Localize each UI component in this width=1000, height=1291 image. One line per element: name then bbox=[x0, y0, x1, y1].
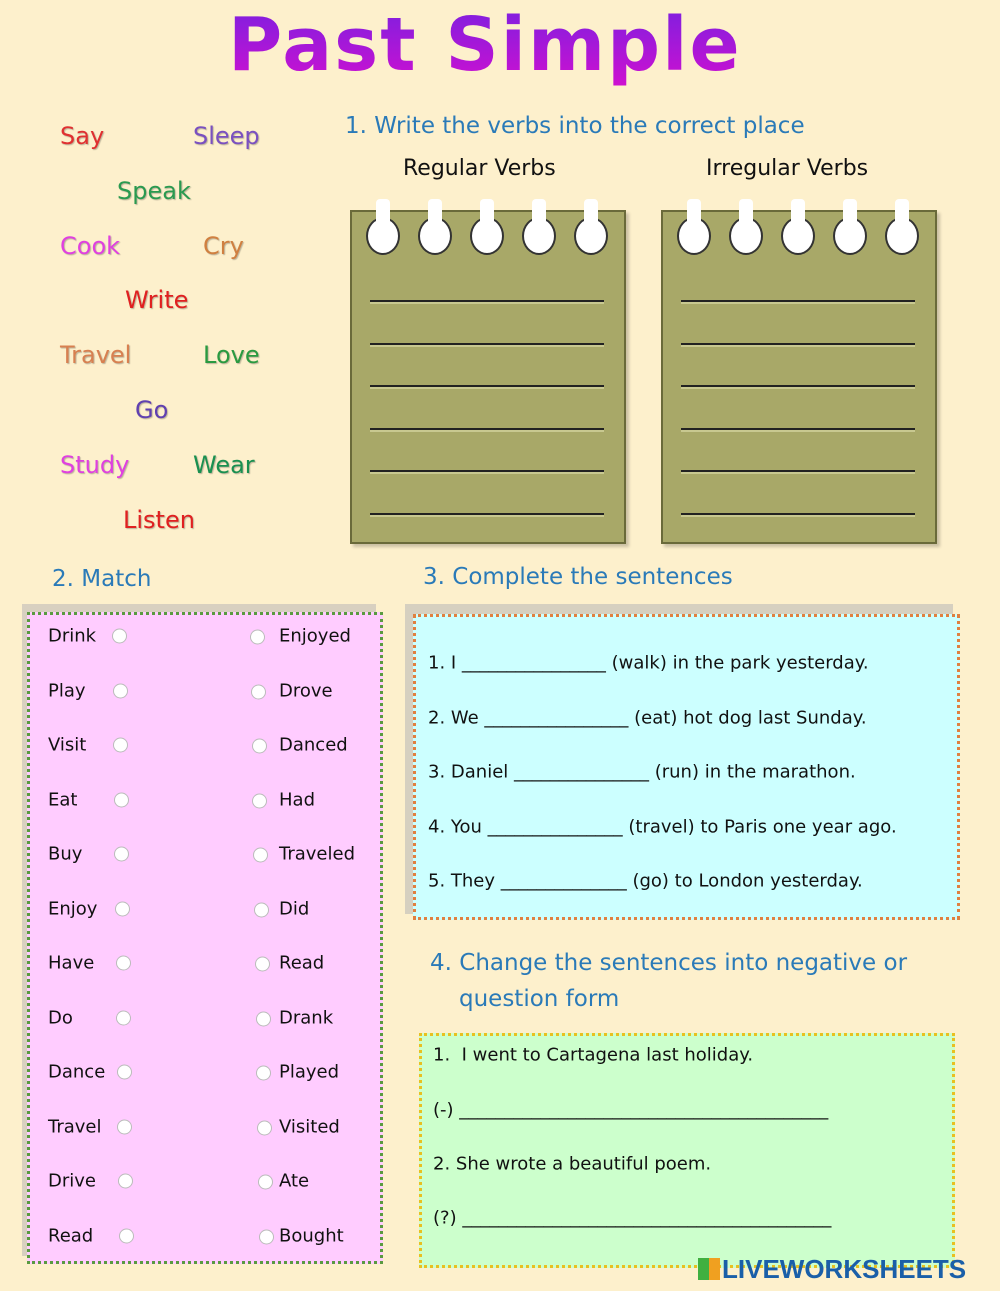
match-left-item: Read bbox=[48, 1225, 94, 1246]
match-left-item: Eat bbox=[48, 789, 78, 810]
match-left-item: Dance bbox=[48, 1061, 106, 1083]
spiral-ring-icon bbox=[885, 217, 919, 255]
match-right-item: Drank bbox=[279, 1007, 334, 1028]
answer-line[interactable] bbox=[681, 470, 915, 474]
match-right-item: Traveled bbox=[279, 843, 356, 865]
match-left-item: Have bbox=[48, 952, 95, 974]
regular-verbs-notebook[interactable] bbox=[350, 210, 626, 544]
sentence-item[interactable]: 3. Daniel _______________ (run) in the marathon. bbox=[428, 761, 856, 783]
match-right-dot[interactable] bbox=[252, 739, 267, 754]
answer-line[interactable] bbox=[681, 513, 915, 517]
match-right-dot[interactable] bbox=[255, 957, 270, 972]
ring-tab bbox=[532, 199, 546, 229]
match-right-dot[interactable] bbox=[253, 848, 268, 863]
spiral-ring-icon bbox=[522, 217, 556, 255]
answer-line[interactable] bbox=[370, 513, 604, 517]
answer-line[interactable] bbox=[370, 385, 604, 389]
transform-box bbox=[419, 1033, 955, 1268]
match-left-dot[interactable] bbox=[113, 683, 128, 698]
sentence-item[interactable]: 1. I ________________ (walk) in the park yesterday. bbox=[428, 652, 869, 674]
match-left-item: Play bbox=[48, 680, 86, 701]
match-right-item: Enjoyed bbox=[279, 625, 351, 647]
answer-line[interactable] bbox=[681, 300, 915, 304]
match-right-dot[interactable] bbox=[254, 902, 269, 917]
match-right-item: Drove bbox=[279, 680, 333, 701]
sentence-item[interactable]: 5. They ______________ (go) to London yesterday. bbox=[428, 870, 863, 892]
spiral-ring-icon bbox=[418, 217, 452, 255]
answer-line[interactable] bbox=[681, 385, 915, 389]
match-right-dot[interactable] bbox=[258, 1175, 273, 1190]
match-right-dot[interactable] bbox=[257, 1120, 272, 1135]
word-bank-item[interactable]: Wear bbox=[193, 451, 255, 479]
match-right-item: Danced bbox=[279, 734, 348, 756]
answer-line[interactable] bbox=[370, 428, 604, 432]
ring-tab bbox=[687, 199, 701, 229]
transform-line[interactable]: 2. She wrote a beautiful poem. bbox=[433, 1153, 712, 1175]
spiral-ring-icon bbox=[470, 217, 504, 255]
word-bank-item[interactable]: Speak bbox=[117, 177, 191, 205]
ring-tab bbox=[895, 199, 909, 229]
ring-tab bbox=[843, 199, 857, 229]
match-left-dot[interactable] bbox=[116, 956, 131, 971]
match-right-dot[interactable] bbox=[256, 1066, 271, 1081]
section4-heading-line2: question form bbox=[459, 986, 620, 1012]
ring-tab bbox=[428, 199, 442, 229]
match-left-item: Travel bbox=[48, 1116, 102, 1137]
spiral-ring-icon bbox=[574, 217, 608, 255]
word-bank-item[interactable]: Study bbox=[60, 451, 130, 479]
logo-text: LIVEWORKSHEETS bbox=[722, 1254, 967, 1284]
match-right-item: Did bbox=[279, 898, 310, 919]
match-left-dot[interactable] bbox=[112, 629, 127, 644]
match-right-item: Had bbox=[279, 789, 315, 810]
word-bank-item[interactable]: Travel bbox=[60, 341, 132, 369]
answer-line[interactable] bbox=[681, 343, 915, 347]
word-bank-item[interactable]: Say bbox=[60, 122, 105, 150]
answer-line[interactable] bbox=[370, 300, 604, 304]
transform-line[interactable]: (-) _________________________________________ bbox=[433, 1099, 829, 1121]
answer-line[interactable] bbox=[370, 343, 604, 347]
match-left-item: Do bbox=[48, 1007, 73, 1028]
match-left-dot[interactable] bbox=[115, 901, 130, 916]
spiral-ring-icon bbox=[833, 217, 867, 255]
match-box bbox=[27, 612, 383, 1264]
irregular-verbs-notebook[interactable] bbox=[661, 210, 937, 544]
match-right-item: Ate bbox=[279, 1170, 310, 1192]
page-title: Past Simple bbox=[228, 2, 742, 88]
match-left-item: Drink bbox=[48, 625, 97, 647]
match-left-dot[interactable] bbox=[114, 847, 129, 862]
spiral-ring-icon bbox=[366, 217, 400, 255]
match-right-dot[interactable] bbox=[259, 1229, 274, 1244]
match-left-item: Drive bbox=[48, 1170, 96, 1192]
match-left-dot[interactable] bbox=[116, 1010, 131, 1025]
match-left-dot[interactable] bbox=[117, 1065, 132, 1080]
match-right-dot[interactable] bbox=[250, 630, 265, 645]
spiral-ring-icon bbox=[781, 217, 815, 255]
match-left-dot[interactable] bbox=[113, 738, 128, 753]
word-bank-item[interactable]: Sleep bbox=[193, 122, 260, 150]
match-left-item: Enjoy bbox=[48, 898, 98, 919]
match-left-dot[interactable] bbox=[119, 1228, 134, 1243]
match-right-item: Bought bbox=[279, 1225, 344, 1246]
match-right-dot[interactable] bbox=[251, 684, 266, 699]
match-left-dot[interactable] bbox=[114, 792, 129, 807]
match-right-item: Played bbox=[279, 1061, 340, 1083]
word-bank-item[interactable]: Write bbox=[125, 286, 189, 314]
word-bank-item[interactable]: Cook bbox=[60, 232, 121, 260]
match-right-item: Visited bbox=[279, 1116, 340, 1137]
spiral-ring-icon bbox=[729, 217, 763, 255]
word-bank-item[interactable]: Cry bbox=[203, 232, 244, 260]
word-bank-item[interactable]: Listen bbox=[123, 506, 195, 534]
answer-line[interactable] bbox=[681, 428, 915, 432]
match-right-item: Read bbox=[279, 952, 325, 974]
liveworksheets-logo bbox=[698, 1254, 966, 1285]
match-right-dot[interactable] bbox=[252, 793, 267, 808]
word-bank-item[interactable]: Love bbox=[203, 341, 260, 369]
transform-line[interactable]: (?) _________________________________________ bbox=[433, 1207, 832, 1229]
sentence-item[interactable]: 4. You _______________ (travel) to Paris one year ago. bbox=[428, 816, 897, 838]
answer-line[interactable] bbox=[370, 470, 604, 474]
irregular-verbs-title: Irregular Verbs bbox=[706, 156, 869, 181]
match-left-item: Buy bbox=[48, 843, 83, 865]
section3-heading: 3. Complete the sentences bbox=[423, 564, 733, 590]
word-bank-item[interactable]: Go bbox=[135, 396, 169, 424]
section1-heading: 1. Write the verbs into the correct place bbox=[345, 113, 805, 139]
match-left-item: Visit bbox=[48, 734, 87, 756]
spiral-ring-icon bbox=[677, 217, 711, 255]
ring-tab bbox=[739, 199, 753, 229]
logo-icon bbox=[698, 1258, 720, 1280]
ring-tab bbox=[791, 199, 805, 229]
sentence-item[interactable]: 2. We ________________ (eat) hot dog last Sunday. bbox=[428, 707, 867, 729]
ring-tab bbox=[584, 199, 598, 229]
match-left-dot[interactable] bbox=[117, 1119, 132, 1134]
regular-verbs-title: Regular Verbs bbox=[403, 156, 556, 181]
match-right-dot[interactable] bbox=[256, 1011, 271, 1026]
ring-tab bbox=[480, 199, 494, 229]
section4-heading-line1: 4. Change the sentences into negative or bbox=[430, 950, 908, 976]
section2-heading: 2. Match bbox=[52, 566, 152, 592]
match-left-dot[interactable] bbox=[118, 1174, 133, 1189]
ring-tab bbox=[376, 199, 390, 229]
transform-line[interactable]: 1. I went to Cartagena last holiday. bbox=[433, 1044, 754, 1066]
